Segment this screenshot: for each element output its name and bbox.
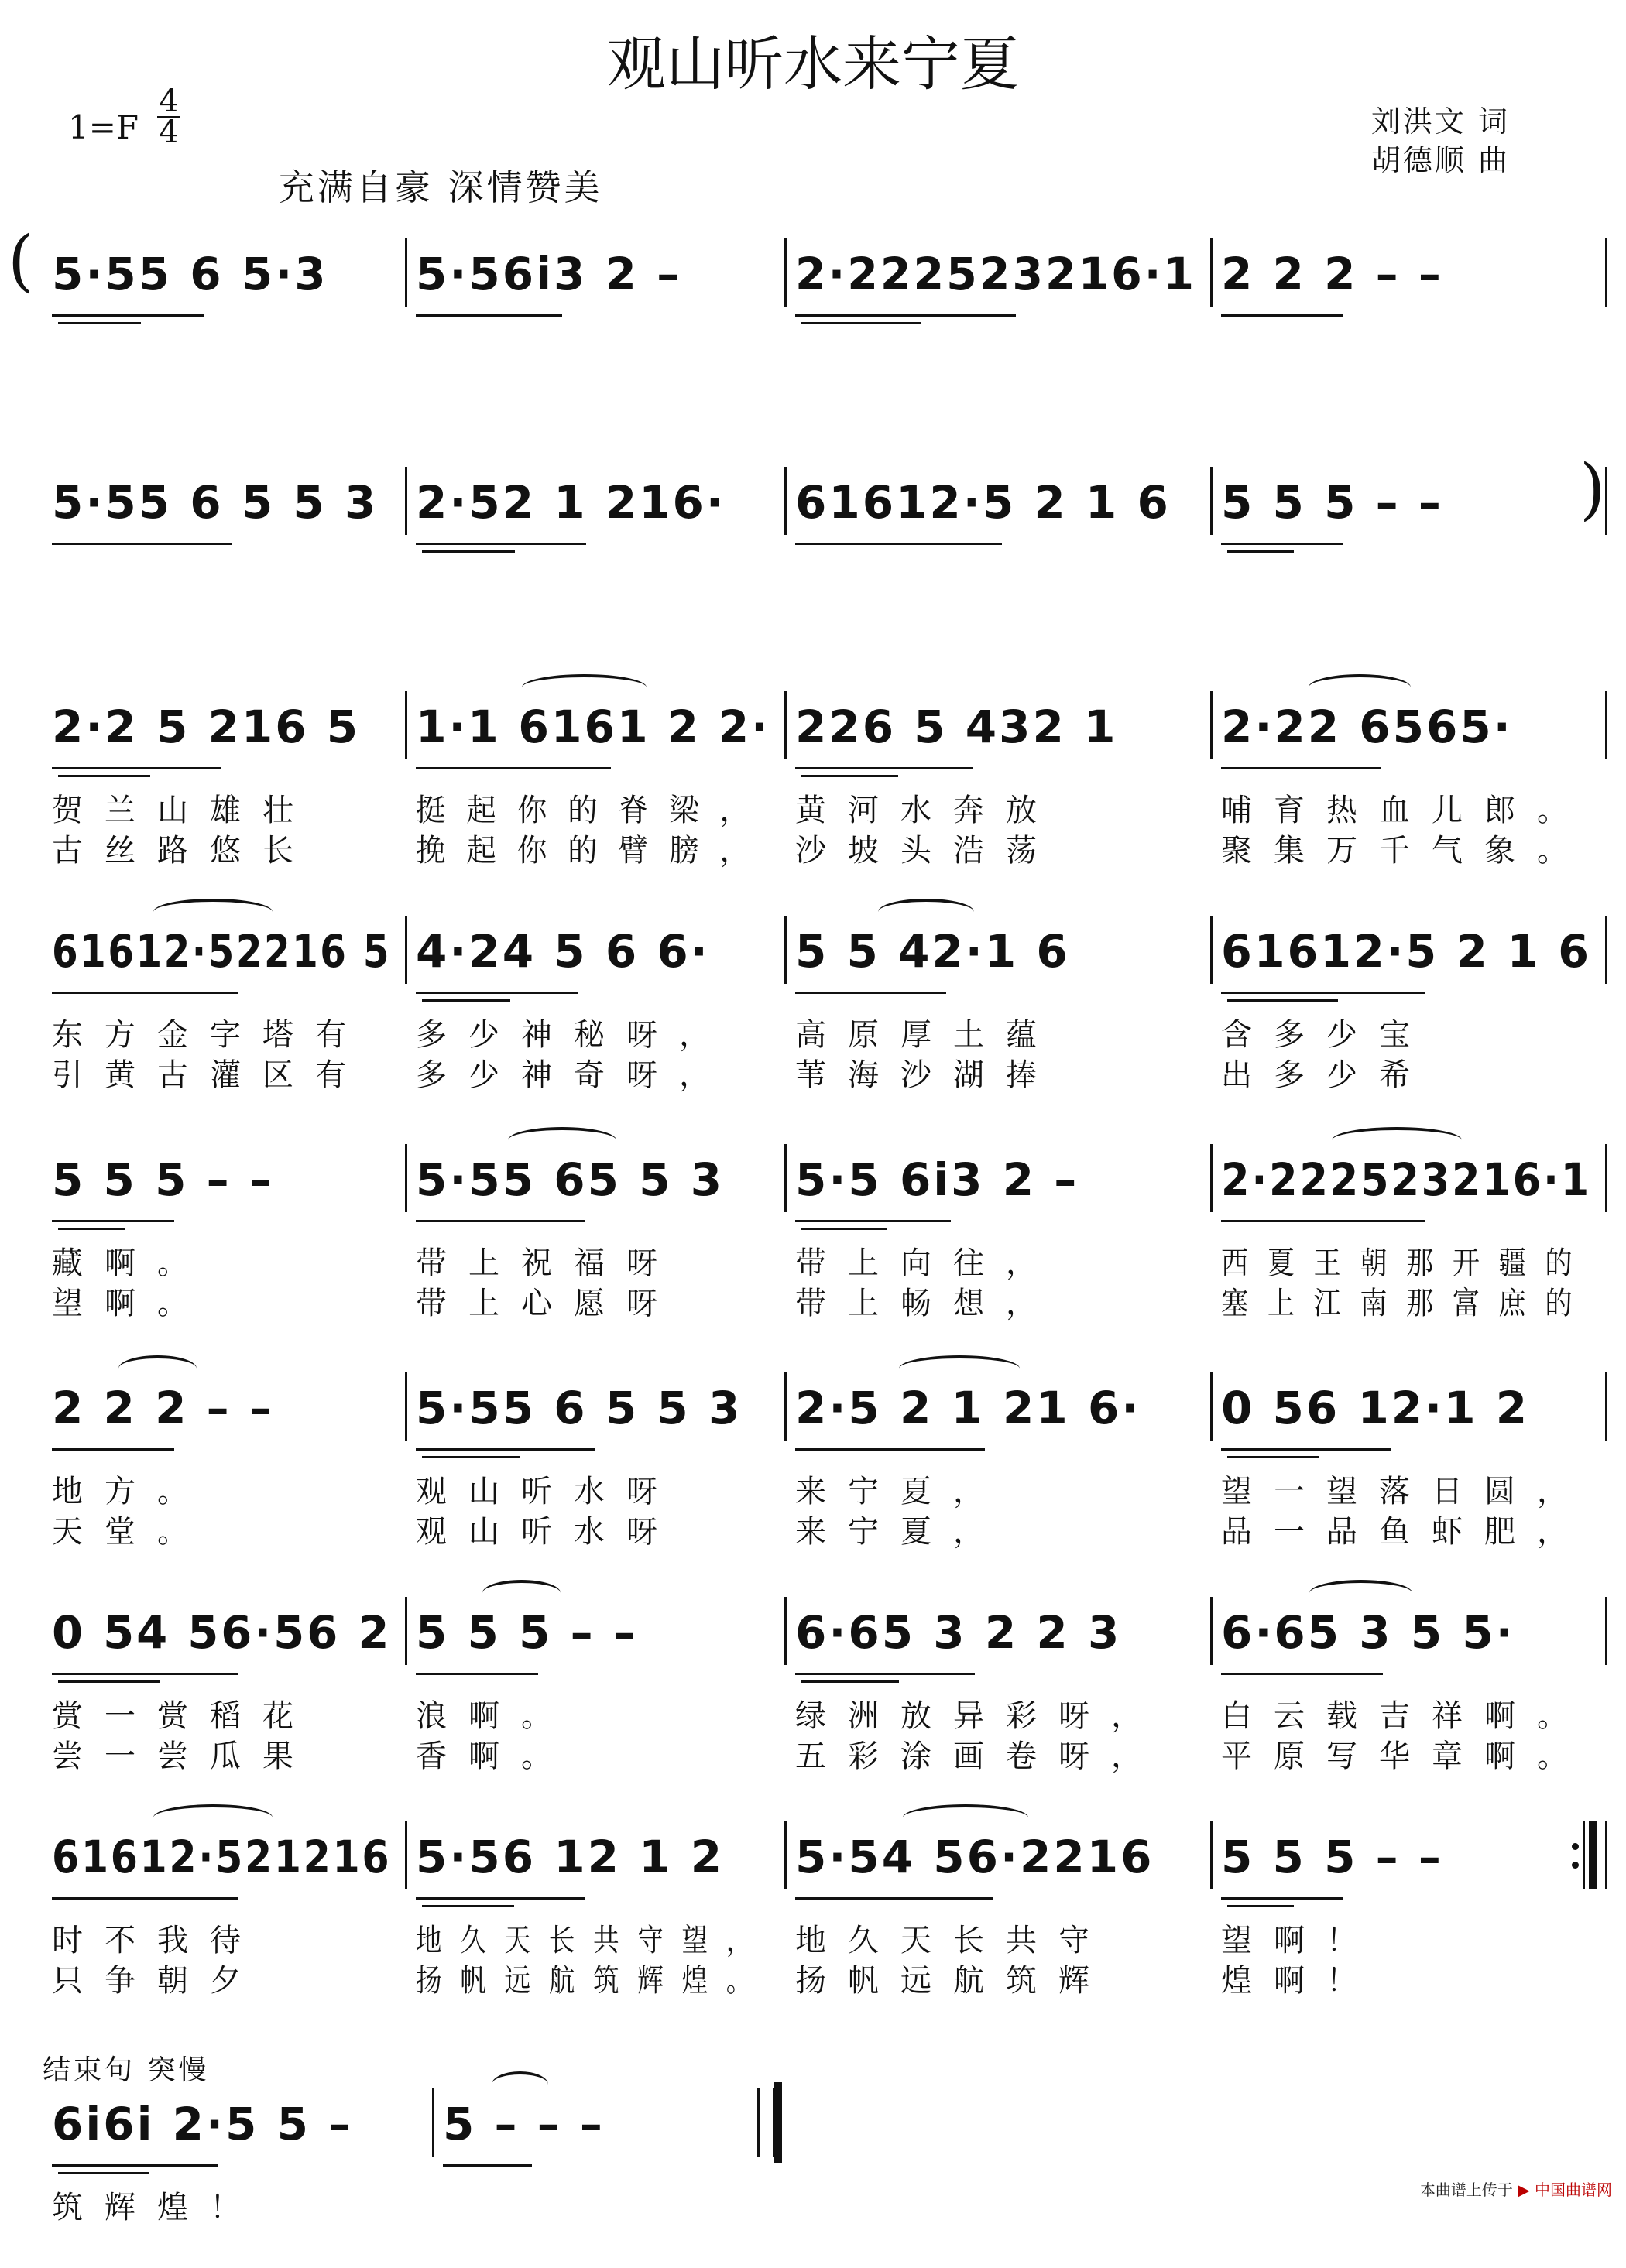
barline [1210,238,1213,307]
lyric-verse-1: 高原厚土蕴 [795,1017,1058,1053]
beam-line [795,314,1016,317]
expression-mark: 充满自豪 深情赞美 [279,166,603,208]
barline [1605,916,1607,984]
beam-line-double [801,1228,887,1230]
score-row [0,222,1626,418]
beam-line [795,992,946,994]
beam-line [795,767,973,769]
barline [405,1597,407,1665]
lyric-verse-1: 含多少宝 [1221,1017,1432,1053]
lyric-verse-1: 带上向往， [795,1245,1058,1281]
jianpu-notes: 4·24 5 6 6· [416,925,710,978]
beam-line-double [1227,1456,1319,1458]
beam-line-double [1227,999,1338,1002]
beam-line-double [422,999,510,1002]
measure [795,701,1204,868]
barline [784,238,787,307]
barline [784,1372,787,1441]
song-title: 观山听水来宁夏 [607,29,1019,98]
beam-line [52,1220,174,1222]
beam-line [416,543,586,545]
lyric-verse-2: 来宁夏， [795,1514,1006,1550]
jianpu-notes: 5·55 6 5·3 [52,248,328,300]
lyric-verse-1: 藏啊。 [52,1245,210,1281]
beam-line [52,1448,174,1451]
jianpu-notes: 5 5 5 – – [416,1606,638,1659]
measure [1221,248,1599,395]
beam-line [416,1673,538,1675]
slur-arc [1309,674,1411,701]
ending-instruction: 结束句 突慢 [43,2054,210,2086]
measure [795,476,1204,623]
jianpu-notes: 2·2 5 216 5 [52,701,361,753]
jianpu-notes: 0 54 56·56 2 [52,1606,392,1659]
measure [416,1606,778,1774]
barline [784,691,787,759]
beam-line [795,1897,993,1900]
jianpu-notes: 5·56i3 2 – [416,248,682,300]
slur-arc [153,899,272,925]
measure [52,476,399,623]
barline [1210,467,1213,535]
lyric-verse-2: 多少神奇呀， [416,1057,732,1093]
lyric-verse-1: 筑辉煌！ [52,2190,262,2225]
lyric-verse-2: 香啊。 [416,1739,574,1774]
beam-line [1221,1220,1425,1222]
jianpu-notes: 5 – – – [443,2098,605,2150]
lyric-verse-1: 带上祝福呀 [416,1245,679,1281]
lyric-verse-1: 望啊！ [1221,1923,1379,1958]
barline [784,1821,787,1889]
jianpu-notes: 2·222523216·1 [1221,1153,1591,1206]
barline [1210,1597,1213,1665]
slur-arc [492,2071,548,2098]
jianpu-notes: 5 5 5 – – [52,1153,274,1206]
barline [405,916,407,984]
lyric-verse-1: 多少神秘呀， [416,1017,732,1053]
measure [1221,701,1599,868]
jianpu-notes: 2 2 2 – – [1221,248,1443,300]
barline [405,238,407,307]
measure [795,1382,1204,1550]
measure [52,1831,399,1999]
beam-line-double [58,2172,149,2174]
beam-line [795,1220,951,1222]
lyric-verse-2: 聚集万千气象。 [1221,833,1590,868]
composer-credit: 胡德顺 曲 [1370,143,1510,177]
score-row [0,701,1626,871]
final-barline [774,2082,782,2163]
barline [405,467,407,535]
lyric-verse-1: 望一望落日圆， [1221,1474,1590,1509]
jianpu-notes: 2 2 2 – – [52,1382,274,1434]
barline [1605,691,1607,759]
measure [52,701,399,868]
jianpu-notes: 5·54 56·2216 [795,1831,1154,1883]
beam-line [52,1897,238,1900]
slur-arc [153,1804,272,1831]
beam-line [1221,992,1425,994]
repeat-dot [1572,1862,1579,1869]
beam-line [416,767,611,769]
lyric-verse-2: 挽起你的臂膀， [416,833,770,868]
barline [1605,1372,1607,1441]
measure [416,1153,778,1321]
lyric-verse-2: 带上畅想， [795,1286,1058,1321]
measure [416,248,778,395]
jianpu-notes: 0 56 12·1 2 [1221,1382,1530,1434]
beam-line [52,992,238,994]
score-row [0,1382,1626,1552]
lyric-verse-1: 西夏王朝那开疆的 [1221,1245,1592,1281]
measure [52,1382,399,1550]
lyric-verse-2: 望啊。 [52,1286,210,1321]
lyric-verse-2: 古丝路悠长 [52,833,315,868]
beam-line [416,992,578,994]
jianpu-notes: 2·222523216·1 [795,248,1197,300]
barline [405,691,407,759]
lyric-verse-2: 五彩涂画卷呀， [795,1739,1164,1774]
slur-arc [508,1127,616,1153]
measure [1221,1382,1599,1550]
beam-line-double [801,322,921,324]
beam-line [416,314,562,317]
slur-arc [1309,1580,1412,1606]
beam-line [795,1448,985,1451]
barline [1210,1372,1213,1441]
beam-line [52,767,221,769]
lyric-verse-1: 绿洲放异彩呀， [795,1698,1164,1734]
lyric-verse-1: 白云载吉祥啊。 [1221,1698,1590,1734]
measure [52,1153,399,1321]
measure [52,925,399,1093]
barline [784,1144,787,1212]
jianpu-notes: 2·52 1 216· [416,476,726,529]
beam-line [416,1220,585,1222]
beam-line-double [58,322,141,324]
jianpu-notes: 5·56 12 1 2 [416,1831,725,1883]
jianpu-notes: 2·22 6565· [1221,701,1513,753]
measure [795,1606,1204,1774]
barline [405,1144,407,1212]
lyric-verse-1: 浪啊。 [416,1698,574,1734]
jianpu-notes: 61612·52216 5 [52,925,391,978]
beam-line [1221,314,1343,317]
lyric-verse-2: 引黄古灌区有 [52,1057,368,1093]
measure [795,1153,1204,1321]
lyric-verse-1: 哺育热血儿郎。 [1221,793,1590,828]
beam-line-double [58,775,150,777]
lyric-verse-1: 地方。 [52,1474,210,1509]
lyric-verse-2: 沙坡头浩荡 [795,833,1058,868]
repeat-thin-line [1583,1821,1585,1889]
measure [52,1606,399,1774]
beam-line-double [801,1680,899,1683]
beam-line-double [1227,1905,1294,1907]
beam-line [795,1673,975,1675]
watermark-footer: 本曲谱上传于 ▶ 中国曲谱网 [1419,2181,1612,2199]
lyric-verse-1: 地久天长共守望， [416,1923,771,1958]
score-row [0,451,1626,646]
jianpu-notes: 5·55 65 5 3 [416,1153,725,1206]
measure [1221,1606,1599,1774]
jianpu-notes: 5·5 6i3 2 – [795,1153,1079,1206]
barline [784,916,787,984]
repeat-thick-line [1589,1821,1597,1889]
lyric-verse-1: 时不我待 [52,1923,262,1958]
jianpu-notes: 6i6i 2·5 5 – [52,2098,354,2150]
beam-line-double [422,1905,514,1907]
score-row [0,1831,1626,2001]
lyric-verse-2: 扬帆远航筑辉 [795,1963,1111,1999]
lyric-verse-2: 品一品鱼虾肥， [1221,1514,1590,1550]
jianpu-notes: 5·55 6 5 5 3 [52,476,379,529]
time-sig-top: 4 [159,84,179,119]
slur-arc [878,899,974,925]
jianpu-notes: 5 5 5 – – [1221,476,1443,529]
lyric-verse-1: 地久天长共守 [795,1923,1111,1958]
barline [784,1597,787,1665]
lyric-verse-1: 黄河水奔放 [795,793,1058,828]
jianpu-notes: 1·1 6161 2 2· [416,701,770,753]
beam-line [52,543,232,545]
measure [416,925,778,1093]
barline [1605,1821,1607,1889]
barline [757,2088,760,2157]
lyricist-credit: 刘洪文 词 [1370,104,1510,139]
beam-line [1221,543,1343,545]
beam-line [52,1673,238,1675]
lyric-verse-2: 带上心愿呀 [416,1286,679,1321]
barline [432,2088,434,2157]
measure [52,2098,426,2245]
lyric-verse-2: 扬帆远航筑辉煌。 [416,1963,771,1999]
measure [416,1831,778,1999]
lyric-verse-2: 出多少希 [1221,1057,1432,1093]
barline [1605,1597,1607,1665]
jianpu-notes: 61612·5 2 1 6 [795,476,1171,529]
intro-close-bracket: ) [1580,451,1606,528]
lyric-verse-2: 塞上江南那富庶的 [1221,1286,1592,1321]
barline [1605,1144,1607,1212]
lyric-verse-2: 尝一尝瓜果 [52,1739,315,1774]
jianpu-notes: 61612·521216 [52,1831,392,1883]
beam-line [416,1897,585,1900]
lyric-verse-2: 平原写华章啊。 [1221,1739,1590,1774]
beam-line-double [422,550,515,553]
beam-line [795,543,1002,545]
beam-line-double [422,1456,520,1458]
slur-arc [522,674,646,701]
measure [1221,925,1599,1093]
jianpu-notes: 61612·5 2 1 6 [1221,925,1592,978]
measure [52,248,399,395]
lyric-verse-1: 东方金字塔有 [52,1017,368,1053]
slur-arc [118,1355,196,1382]
jianpu-notes: 5 5 42·1 6 [795,925,1070,978]
measure [795,925,1204,1093]
beam-line [52,2164,218,2167]
repeat-dot [1572,1843,1579,1850]
slur-arc [482,1580,560,1606]
slur-arc [903,1804,1028,1831]
measure [443,2098,751,2245]
beam-line [1221,1673,1383,1675]
barline [405,1372,407,1441]
jianpu-notes: 226 5 432 1 [795,701,1118,753]
barline [1210,1144,1213,1212]
measure [795,1831,1204,1999]
barline [1210,916,1213,984]
barline [784,467,787,535]
jianpu-notes: 6·65 3 2 2 3 [795,1606,1122,1659]
lyric-verse-2: 只争朝夕 [52,1963,262,1999]
time-signature [157,84,180,150]
measure [416,1382,778,1550]
score-row [0,1606,1626,1776]
jianpu-notes: 6·65 3 5 5· [1221,1606,1515,1659]
barline [1210,1821,1213,1889]
barline [1605,238,1607,307]
beam-line-double [801,775,898,777]
beam-line-double [58,1228,125,1230]
measure [1221,1831,1599,1999]
lyric-verse-2: 煌啊！ [1221,1963,1379,1999]
score-row [0,2098,1626,2268]
jianpu-notes: 5·55 6 5 5 3 [416,1382,743,1434]
beam-line [443,2164,532,2167]
beam-line-double [58,1680,160,1683]
key-signature: 1=F [68,108,139,146]
measure [1221,1153,1599,1321]
jianpu-notes: 2·5 2 1 21 6· [795,1382,1141,1434]
slur-arc [1332,1127,1461,1153]
lyric-verse-1: 挺起你的脊梁， [416,793,770,828]
measure [416,476,778,623]
lyric-verse-1: 赏一赏稻花 [52,1698,315,1734]
beam-line [416,1448,595,1451]
beam-line [1221,767,1381,769]
intro-open-bracket: ( [8,222,34,300]
beam-line-double [1227,550,1294,553]
score-row [0,1153,1626,1324]
barline [1210,691,1213,759]
beam-line [1221,1448,1391,1451]
measure [795,248,1204,395]
lyric-verse-1: 来宁夏， [795,1474,1006,1509]
measure [1221,476,1599,623]
lyric-verse-2: 观山听水呀 [416,1514,679,1550]
lyric-verse-1: 观山听水呀 [416,1474,679,1509]
jianpu-notes: 5 5 5 – – [1221,1831,1443,1883]
lyric-verse-2: 苇海沙湖捧 [795,1057,1058,1093]
lyric-verse-2: 天堂。 [52,1514,210,1550]
beam-line [52,314,204,317]
measure [416,701,778,868]
beam-line [1221,1897,1343,1900]
time-sig-bottom: 4 [157,116,180,147]
slur-arc [899,1355,1020,1382]
barline [405,1821,407,1889]
score-row [0,925,1626,1095]
lyric-verse-1: 贺兰山雄壮 [52,793,315,828]
